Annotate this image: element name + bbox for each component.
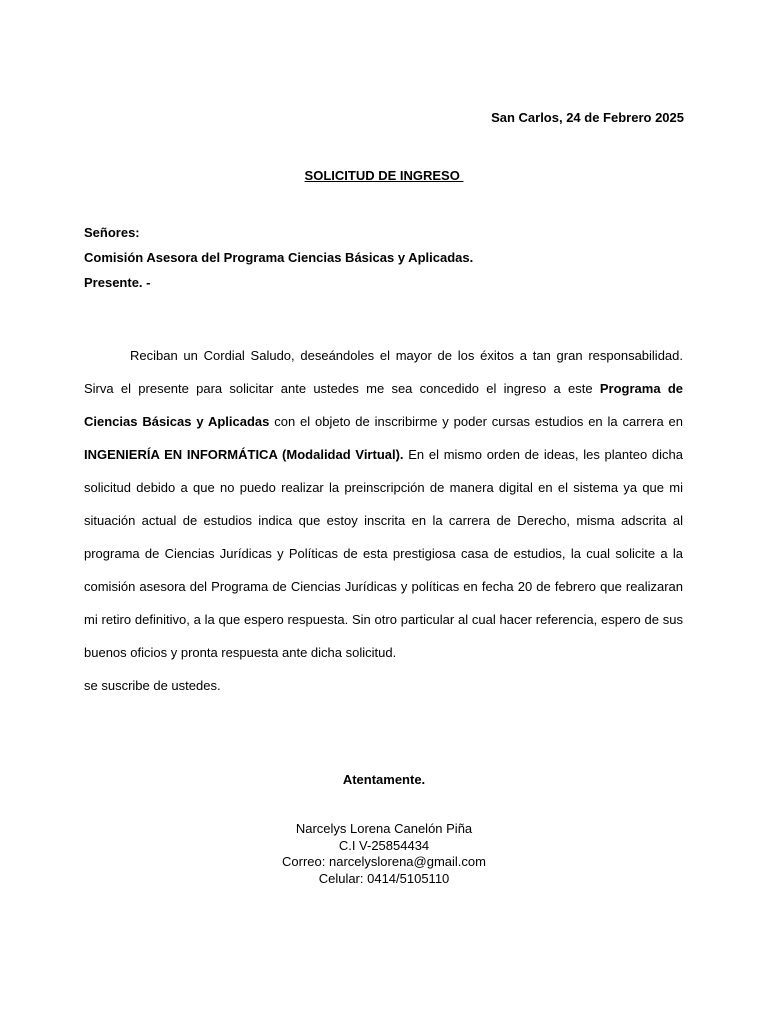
document-title-text: SOLICITUD DE INGRESO: [304, 168, 464, 183]
closing-line: se suscribe de ustedes.: [84, 678, 221, 693]
body-text-part-3: En el mismo orden de ideas, les planteo dicha solicitud debido a que no puedo realizar la preinscripción de manera digital en el sistema ya que mi situación actual de estudios indica que estoy inscrita en la carrera de Derecho, misma adscrita al programa de Ciencias Jurídicas y Políticas de esta prestigiosa casa de estudios, la cual solicite a la comisión asesora del Programa de Ciencias Jurídicas y políticas en fecha 20 de febrero que realizaran mi retiro definitivo, a la que espero respuesta. Sin otro particular al cual hacer referencia, espero de sus buenos oficios y pronta respuesta ante dicha solicitud.: [84, 447, 684, 660]
signature-block: [84, 821, 684, 887]
signer-id: C.I V-25854434: [338, 837, 430, 853]
body-career-name: INGENIERÍA EN INFORMÁTICA (Modalidad Virtual).: [84, 447, 404, 462]
valediction: Atentamente.: [342, 772, 426, 787]
signer-name: Narcelys Lorena Canelón Piña: [295, 821, 473, 836]
body-program-name: Programa de Ciencias Básicas y Aplicadas: [84, 381, 683, 429]
signer-phone: Celular: 0414/5105110: [318, 870, 450, 886]
signer-email: Correo: narcelyslorena@gmail.com: [282, 854, 486, 870]
recipient-committee: Comisión Asesora del Programa Ciencias Básicas y Aplicadas.: [84, 250, 474, 265]
recipient-presente: Presente. -: [84, 275, 151, 290]
date-line: San Carlos, 24 de Febrero 2025: [491, 110, 684, 125]
body-text-part-2: con el objeto de inscribirme y poder cursas estudios en la carrera en: [269, 414, 683, 429]
body-text-part-1: Reciban un Cordial Saludo, deseándoles el mayor de los éxitos a tan gran responsabilidad. Sirva el presente para solicitar ante ustedes me sea concedido el ingreso a este: [84, 348, 683, 396]
document-title: [84, 168, 684, 184]
letter-body: [84, 339, 683, 669]
recipient-salutation: Señores:: [84, 225, 140, 240]
